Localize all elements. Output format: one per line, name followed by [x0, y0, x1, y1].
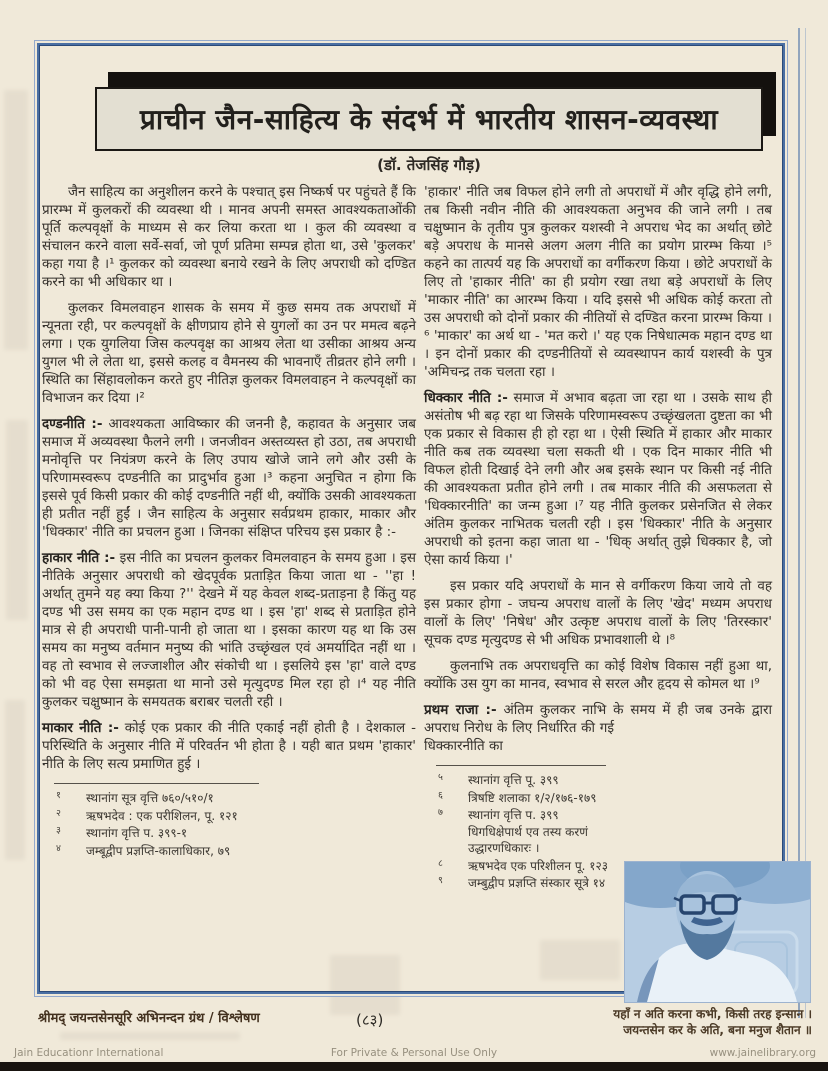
footnote-number: ९	[438, 875, 443, 886]
footnote-number: १	[56, 790, 61, 801]
section-heading: धिक्कार नीति :-	[424, 390, 508, 406]
paragraph: दण्डनीति :- आवश्यकता आविष्कार की जननी है, कहावत के अनुसार जब समाज में अव्यवस्था फैलने लगी । जनजीवन अस्तव्यस्त हो उठा, तब अपराधी मनोवृत्ति पर नियंत्रण करने के लिए उपाय खोजे जाने लगे और उसी के परिणामस्वरूप दण्डनीति का प्रादुर्भाव हुआ ।³ कहना अनुचित न होगा कि इससे पूर्व किसी प्रकार की कोई दण्डनीति नहीं थी, क्योंकि उसकी आवश्यकता ही प्रतीत नहीं हुईं । जैन साहित्य के अनुसार सर्वप्रथम हाकार, माकार और 'धिक्कार' नीति का प्रचलन हुआ । जिनका संक्षिप्त परिचय इस प्रकार है :-	[42, 416, 416, 540]
section-heading: हाकार नीति :-	[42, 550, 116, 566]
scan-artifact	[60, 1032, 240, 1040]
footnote-text: ऋषभदेव : एक परीशिलन, पू. १२१	[86, 808, 238, 823]
author-line: (डॉ. तेजसिंह गौड़)	[377, 156, 481, 174]
verse-line: यहाँ न अति करना कभी, किसी तरह इन्सान ।	[613, 1007, 812, 1021]
bottom-scan-bar	[0, 1062, 828, 1071]
footnote-text: स्थानांग वृत्ति प. ३९९ धिगधिक्षेपार्थ एव तस्य करणं उद्धारणधिकारः ।	[468, 808, 588, 855]
page-title: प्राचीन जैन-साहित्य के संदर्भ में भारतीय शासन-व्यवस्था	[139, 103, 719, 136]
footnote	[42, 825, 416, 842]
footnote-text: जम्बुद्वीप प्रज्ञप्ति संस्कार सूत्रे १४	[468, 876, 606, 890]
footnote	[42, 843, 416, 860]
scan-artifact	[4, 90, 28, 350]
section-heading: प्रथम राजा :-	[424, 702, 497, 718]
footnote	[42, 808, 416, 825]
footnote-rule	[54, 783, 259, 784]
footer-verse	[613, 1006, 812, 1038]
footnote-text: ऋषभदेव एक परिशीलन पू. १२३	[468, 858, 609, 873]
footnote-number: ७	[438, 807, 443, 818]
monk-portrait-photo	[625, 862, 810, 1002]
footnote-text: जम्बूद्वीप प्रज्ञप्ति-कालाधिकार, ७९	[86, 843, 231, 858]
scan-artifact	[330, 955, 400, 1015]
paragraph: प्रथम राजा :- अंतिम कुलकर नाभि के समय में ही जब उनके द्वारा अपराध निरोध के लिए निर्धारित की गई धिक्कारनीति का	[424, 701, 772, 755]
scan-artifact	[6, 420, 28, 620]
footer-book-title: श्रीमद् जयन्तसेनसूरि अभिनन्दन ग्रंथ / विश्लेषण	[38, 1011, 260, 1026]
footnote-text: त्रिषष्टि शलाका १/२/१७६-१७९	[468, 790, 597, 805]
footer-website: www.jainelibrary.org	[709, 1047, 816, 1059]
scan-artifact	[540, 940, 620, 980]
paragraph: जैन साहित्य का अनुशीलन करने के पश्चात् इस निष्कर्ष पर पहुंचते हैं कि प्रारम्भ में कुलकरों की व्यवस्था थी । मानव अपनी समस्त आवश्यकताओंकी पूर्ति कल्पवृक्षों के माध्यम से कर लिया करता था । कुल की व्यवस्था व संचालन करने वाला सर्वे-सर्वा, जो पूर्ण प्रतिमा सम्पन्न होता था, उसे 'कुलकर' कहा गया है ।¹ कुलकर को व्यवस्था बनाये रखने के लिए अपराधी को दण्डित करने का भी अधिकार था ।	[42, 184, 416, 290]
footer-publisher: Jain Educationr International	[14, 1047, 164, 1059]
footer-page-number: (८३)	[356, 1011, 384, 1029]
footnote-rule	[436, 765, 606, 766]
footnote-number: ३	[56, 825, 61, 836]
paragraph: कुलनाभि तक अपराधवृत्ति का कोई विशेष विकास नहीं हुआ था, क्योंकि उस युग का मानव, स्वभाव से सरल और हृदय से कोमल था ।⁹	[424, 658, 772, 692]
footnote	[424, 858, 614, 875]
paragraph: धिक्कार नीति :- समाज में अभाव बढ़ता जा रहा था । उसके साथ ही असंतोष भी बढ़ रहा था जिसके परिणामस्वरूप उच्छृंखलता दुष्टता का भी एक प्रकार से विकास ही हो रहा था । ऐसी स्थिति में हाकार और माकार नीति कब तक व्यवस्था चला सकती थी । एक दिन माकार नीति भी विफल होती दिखाई देने लगी और अब इसके स्थान पर किसी नई नीति की आवश्यकता प्रतीत होने लगी । तब माकार नीति की असफलता से 'धिक्कारनीति' का जन्म हुआ ।⁷ यह नीति कुलकर प्रसेनजित से लेकर अंतिम कुलकर नाभितक चलती रही । इस 'धिक्कार' नीति के अनुसार अपराधी को इतना कहा जाता था - 'धिक् अर्थात् तुझे धिक्कार है, जो ऐसा कार्य किया ।'	[424, 390, 773, 568]
verse-line: जयन्तसेन कर के अति, बना मनुज शैतान ॥	[623, 1023, 812, 1037]
right-column	[424, 183, 772, 893]
footnote-text: स्थानांग वृत्ति पू. ३९९	[468, 773, 559, 787]
footnote-number: ६	[438, 789, 443, 801]
footnote-number: ५	[438, 772, 443, 783]
paragraph: हाकार नीति :- इस नीति का प्रचलन कुलकर विमलवाहन के समय हुआ । इस नीतिके अनुसार अपराधी को खेदपूर्वक प्रताड़ित किया जाता था - ''हा ! अर्थात् तुमने यह क्या किया ?'' देखने में यह केवल शब्द-प्रताड़ना है किंतु यह दण्ड भी उस समय का एक महान दण्ड था । इस 'हा' शब्द से प्रताड़ित होने मात्र से ही अपराधी पानी-पानी हो जाता था । इसका कारण यह था कि उस समय का मनुष्य वर्तमान मनुष्य की भांति उच्छृंखल एवं अमर्यादित नहीं था । वह तो स्वभाव से लज्जाशील और संकोची था । इसलिये इस 'हा' वाले दण्ड को भी वह ऐसा समझता था मानो उसे मृत्युदण्ड मिल रहा हो ।⁴ यह नीति कुलकर चक्षुष्मान के समयतक बराबर चलती रही ।	[42, 550, 416, 710]
footnote	[424, 790, 614, 807]
photo-wrap-spacer	[624, 721, 814, 873]
footnote	[424, 807, 614, 857]
section-heading: दण्डनीति :-	[42, 416, 103, 432]
paragraph: कुलकर विमलवाहन शासक के समय में कुछ समय तक अपराधों में न्यूनता रही, पर कल्पवृक्षों के क्षीणप्राय होने से युगलों का उन पर ममत्व बढ़ने लगा । एक युगलिया जिस कल्पवृक्ष का आश्रय लेता था उसीका आश्रय अन्य युगल भी ले लेता था, इससे कलह व वैमनस्य की भावनाएँ तीव्रतर होने लगी । स्थिति का सिंहावलोकन करते हुए नीतिज्ञ कुलकर विमलवाहन ने कल्पवृक्षों का विभाजन कर दिया ।²	[42, 300, 416, 406]
footnote-text: स्थानांग वृत्ति प. ३९९-१	[86, 826, 188, 840]
footnote	[424, 772, 614, 789]
section-heading: माकार नीति :-	[42, 720, 119, 736]
footnote-number: ८	[438, 857, 443, 869]
title-banner	[95, 87, 763, 151]
paragraph: 'हाकार' नीति जब विफल होने लगी तो अपराधों में और वृद्धि होने लगी, तब किसी नवीन नीति की आवश्यकता अनुभव की जाने लगी । तब चक्षुष्मान के तृतीय पुत्र कुलकर यशस्वी ने अपराध भेद का अर्थात् छोटे बड़े अपराध के मानसे अलग अलग नीति का प्रयोग प्रारम्भ किया ।⁵ कहने का तात्पर्य यह कि अपराधों का वर्गीकरण किया । छोटे अपराधों के लिए तो 'हाकार नीति' का ही प्रयोग रखा तथा बड़े अपराधों के लिए 'माकार नीति' का आरम्भ किया । यदि इससे भी अधिक कोई करता तो उस अपराधी को दोनों प्रकार की नीतियों से दण्डित करना प्रारम्भ किया ।⁶ 'माकार' का अर्थ था - 'मत करो ।' यह एक निषेधात्मक महान दण्ड था । इन दोनों प्रकार की दण्डनीतियों से व्यवस्थापन कार्य यशस्वी के पुत्र 'अमिचन्द्र तक चलता रहा ।	[424, 184, 772, 380]
footnote-number: ४	[56, 842, 61, 854]
footnote-text: स्थानांग सूत्र वृत्ति ७६०/५१०/१	[86, 791, 214, 805]
paragraph: माकार नीति :- कोई एक प्रकार की नीति एकाई नहीं होती है । देशकाल - परिस्थिति के अनुसार नीति में परिवर्तन भी होता है । यही बात प्रथम 'हाकार' नीति के लिए सत्य प्रमाणित हुई ।	[42, 720, 416, 772]
footer-usage-note: For Private & Personal Use Only	[330, 1047, 498, 1059]
footnote	[42, 790, 416, 807]
footnote-number: २	[56, 807, 61, 819]
paragraph: इस प्रकार यदि अपराधों के मान से वर्गीकरण किया जाये तो वह इस प्रकार होगा - जघन्य अपराध वालों के लिए 'खेद' मध्यम अपराध वालों के लिए' 'निषेध' और उत्कृष्ट अपराध वालों के लिए 'तिरस्कार' सूचक दण्ड मृत्युदण्ड से भी अधिक प्रभावशाली थे ।⁸	[424, 578, 772, 648]
left-column	[42, 183, 416, 860]
scan-artifact	[5, 700, 25, 860]
monk-portrait-illustration	[625, 862, 810, 1002]
